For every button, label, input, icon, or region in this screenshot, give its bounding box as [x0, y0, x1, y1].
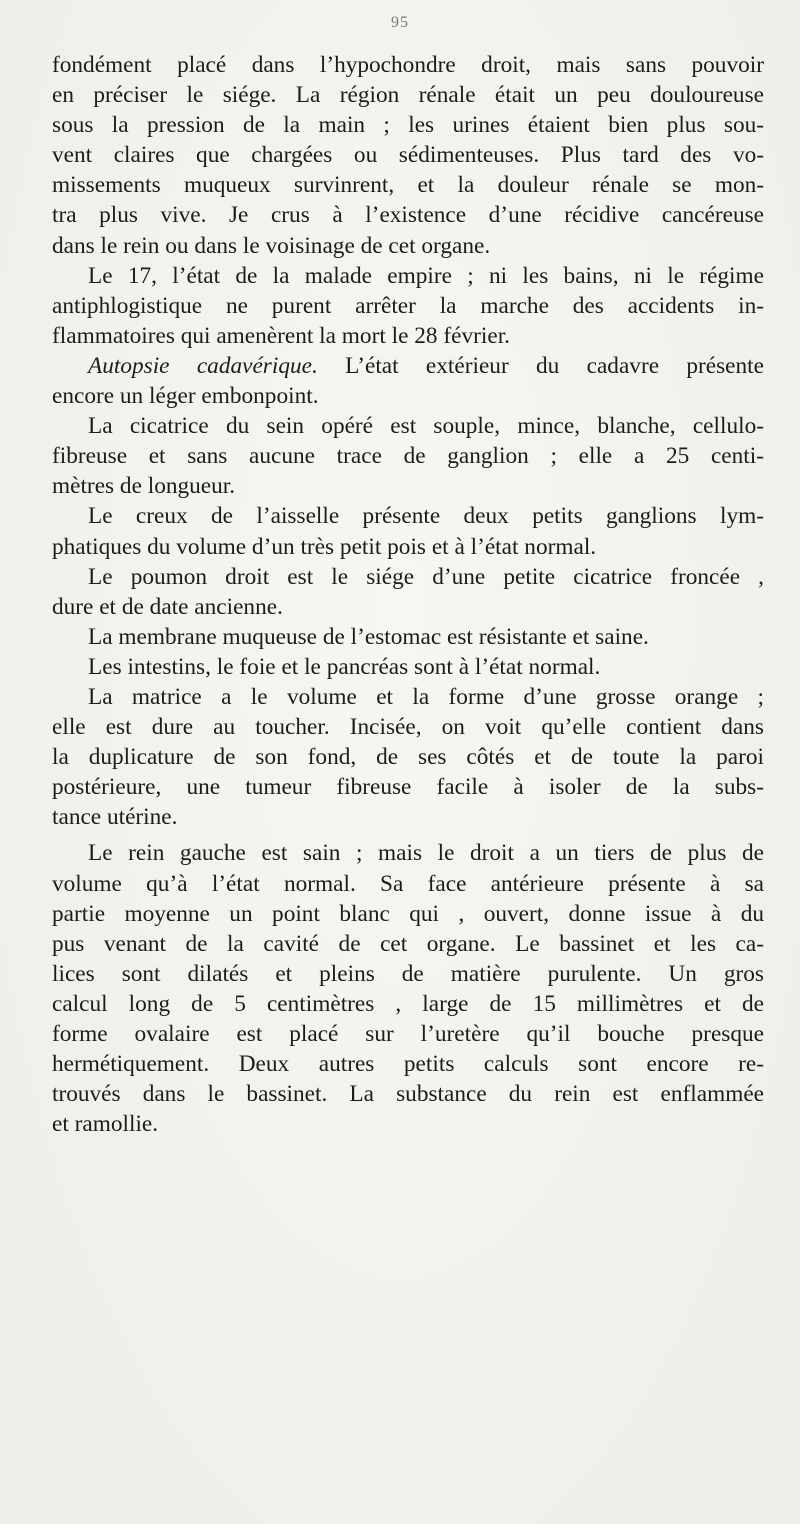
- text-line: calcul long de 5 centimètres , large de 15 millimètres et de: [52, 990, 764, 1017]
- paragraph: [52, 562, 764, 622]
- text-line: dure et de date ancienne.: [52, 593, 283, 620]
- text-line: la duplicature de son fond, de ses côtés et de toute la paroi: [52, 744, 764, 771]
- text-line: elle est dure au toucher. Incisée, on voit qu’elle contient dans: [52, 714, 764, 741]
- paragraph: [52, 351, 764, 411]
- text-line: [52, 351, 764, 381]
- text-line: et ramollie.: [52, 1111, 159, 1138]
- text-line: antiphlogistique ne purent arrêter la marche des accidents in-: [52, 292, 764, 319]
- text-line: tra plus vive. Je crus à l’existence d’une récidive cancéreuse: [52, 202, 764, 229]
- text-line: sous la pression de la main ; les urines étaient bien plus sou-: [52, 112, 764, 139]
- text-line: dans le rein ou dans le voisinage de cet organe.: [52, 232, 491, 259]
- paragraph: [52, 411, 764, 501]
- text-line: pus venant de la cavité de cet organe. Le bassinet et les ca-: [52, 930, 764, 957]
- paragraph: [52, 652, 764, 682]
- page-number: 95: [391, 14, 409, 31]
- text-line: en préciser le siége. La région rénale était un peu douloureuse: [52, 82, 764, 109]
- text-line: hermétiquement. Deux autres petits calculs sont encore re-: [52, 1051, 764, 1078]
- paragraph: [52, 622, 764, 652]
- text-line: La cicatrice du sein opéré est souple, mince, blanche, cellulo-: [88, 413, 764, 440]
- text-line: lices sont dilatés et pleins de matière purulente. Un gros: [52, 960, 764, 987]
- text-line: encore un léger embonpoint.: [52, 383, 319, 410]
- paragraph: [52, 682, 764, 832]
- text-line: Le poumon droit est le siége d’une petite cicatrice froncée ,: [88, 563, 764, 590]
- text-line: flammatoires qui amenèrent la mort le 28 février.: [52, 322, 510, 349]
- paragraph: [52, 501, 764, 561]
- text-line: Les intestins, le foie et le pancréas sont à l’état normal.: [88, 653, 601, 680]
- text-line: La matrice a le volume et la forme d’une grosse orange ;: [88, 683, 764, 710]
- text-line: Le 17, l’état de la malade empire ; ni les bains, ni le régime: [88, 262, 764, 289]
- section-heading: Autopsie cadavérique.: [88, 352, 318, 379]
- text-fragment: L’état extérieur du cadavre présente: [317, 352, 764, 379]
- paragraph: [52, 50, 764, 261]
- text-line: phatiques du volume d’un très petit pois et à l’état normal.: [52, 533, 597, 560]
- text-line: postérieure, une tumeur fibreuse facile à isoler de la subs-: [52, 774, 764, 801]
- text-line: partie moyenne un point blanc qui , ouvert, donne issue à du: [52, 900, 764, 927]
- text-line: La membrane muqueuse de l’estomac est résistante et saine.: [88, 623, 649, 650]
- text-line: Le rein gauche est sain ; mais le droit a un tiers de plus de: [88, 840, 764, 867]
- text-line: fibreuse et sans aucune trace de ganglion ; elle a 25 centi-: [52, 443, 764, 470]
- text-line: fondément placé dans l’hypochondre droit, mais sans pouvoir: [52, 52, 764, 78]
- text-line: forme ovalaire est placé sur l’uretère qu’il bouche presque: [52, 1021, 764, 1047]
- paragraph: [52, 838, 764, 1139]
- text-line: trouvés dans le bassinet. La substance du rein est enflammée: [52, 1081, 764, 1108]
- paragraph: [52, 261, 764, 351]
- text-line: Le creux de l’aisselle présente deux petits ganglions lym-: [88, 503, 764, 530]
- text-line: missements muqueux survinrent, et la douleur rénale se mon-: [52, 172, 764, 199]
- text-line: tance utérine.: [52, 804, 178, 831]
- text-line: volume qu’à l’état normal. Sa face antérieure présente à sa: [52, 870, 764, 897]
- text-line: mètres de longueur.: [52, 473, 236, 500]
- body-text: [52, 50, 764, 1139]
- text-line: vent claires que chargées ou sédimenteuses. Plus tard des vo-: [52, 142, 764, 169]
